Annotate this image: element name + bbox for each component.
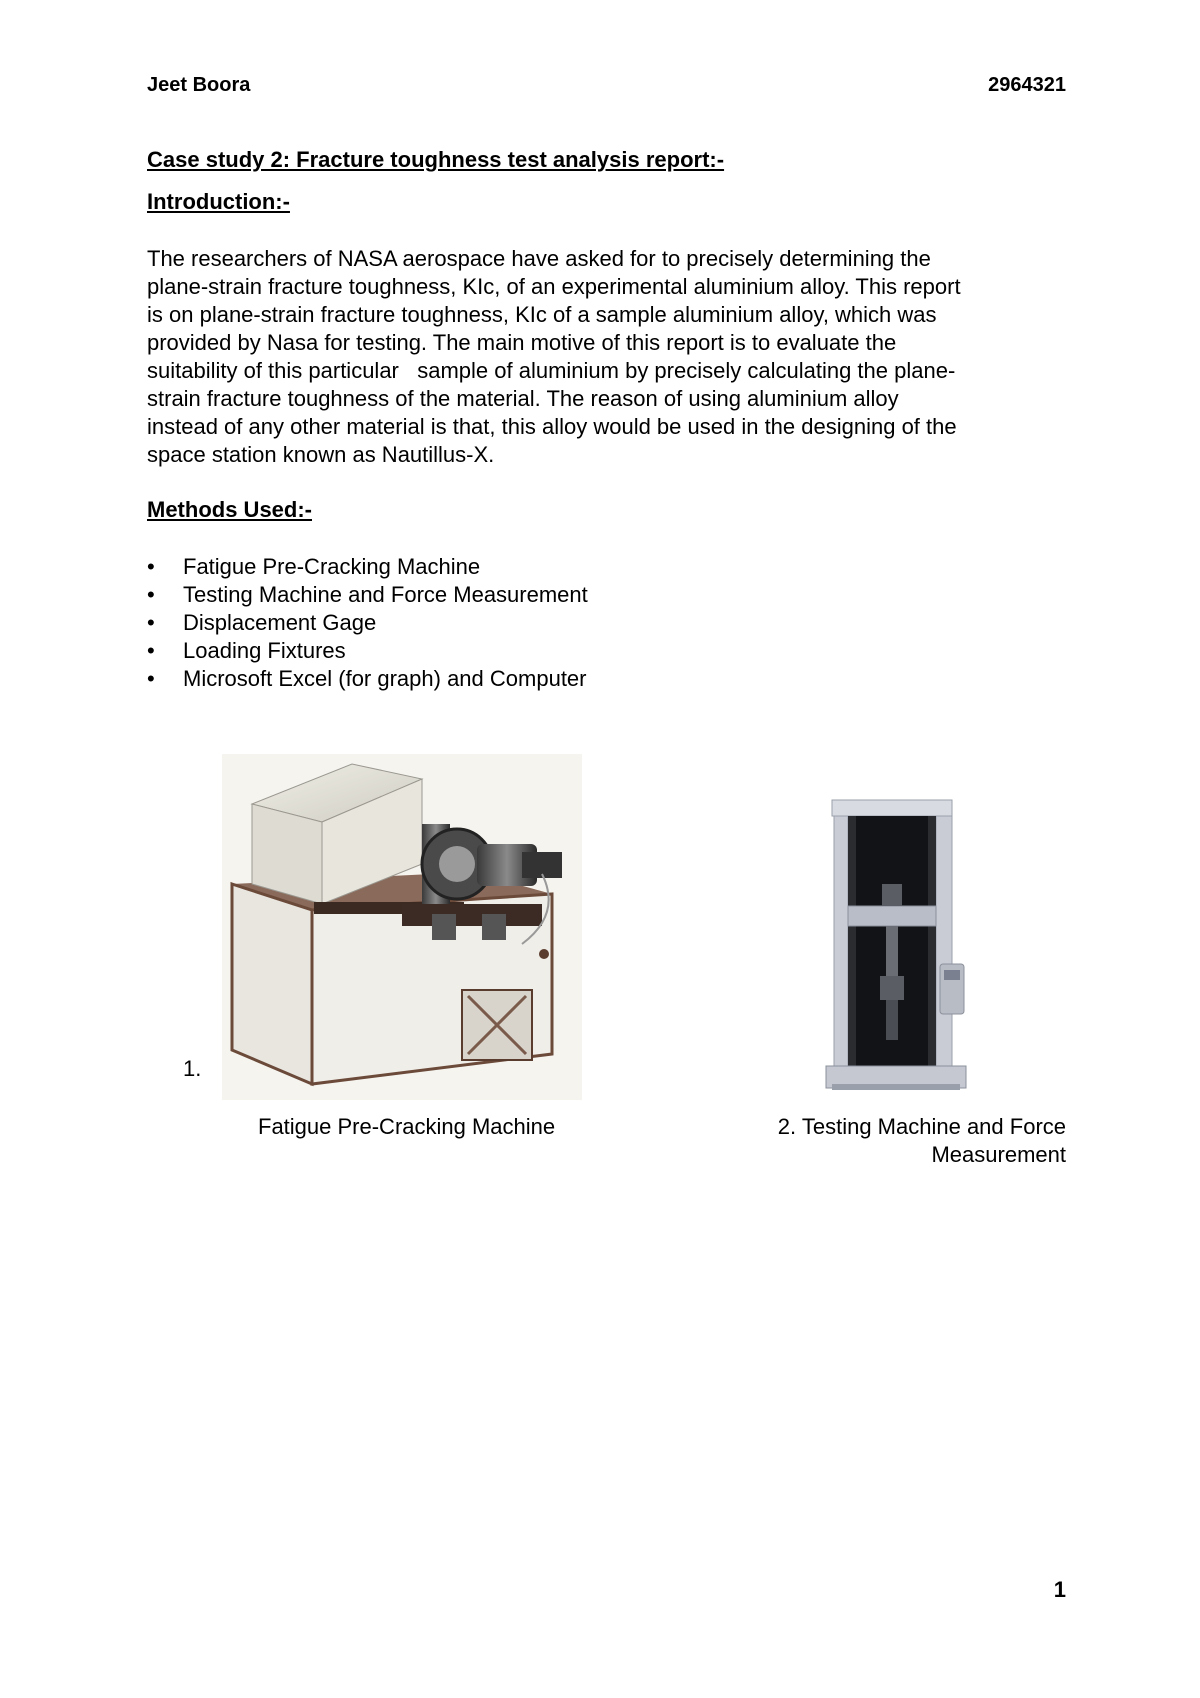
figure-2-caption-line: 2. Testing Machine and Force — [777, 1114, 1066, 1139]
list-item — [147, 553, 588, 581]
bullet-icon: • — [147, 666, 155, 691]
page-number: 1 — [1053, 1577, 1066, 1602]
bullet-icon: • — [147, 554, 155, 579]
intro-line: space station known as Nautillus-X. — [147, 442, 495, 467]
list-item-text: Testing Machine and Force Measurement — [183, 582, 588, 607]
intro-line: instead of any other material is that, this alloy would be used in the designing of the — [147, 414, 957, 439]
introduction-paragraph — [147, 245, 1067, 469]
bullet-icon: • — [147, 582, 155, 607]
intro-line: provided by Nasa for testing. The main motive of this report is to evaluate the — [147, 330, 897, 355]
list-item-text: Loading Fixtures — [183, 638, 346, 663]
list-item — [147, 609, 588, 637]
introduction-heading: Introduction:- — [147, 189, 290, 214]
figure-1-number: 1. — [183, 1056, 202, 1081]
author-name: Jeet Boora — [147, 74, 251, 96]
list-item — [147, 581, 588, 609]
methods-list — [147, 553, 588, 693]
testing-machine-image — [822, 794, 970, 1094]
fatigue-pre-cracking-machine-image — [222, 754, 582, 1100]
intro-line: suitability of this particular sample of aluminium by precisely calculating the plane- — [147, 358, 956, 383]
list-item — [147, 665, 588, 693]
intro-line: strain fracture toughness of the material. The reason of using aluminium alloy — [147, 386, 899, 411]
bullet-icon: • — [147, 638, 155, 663]
list-item-text: Microsoft Excel (for graph) and Computer — [183, 666, 587, 691]
intro-line: is on plane-strain fracture toughness, KIc of a sample aluminium alloy, which was — [147, 302, 937, 327]
student-id: 2964321 — [988, 74, 1066, 96]
figure-2-caption — [726, 1113, 1066, 1169]
intro-line: plane-strain fracture toughness, KIc, of an experimental aluminium alloy. This report — [147, 274, 961, 299]
list-item — [147, 637, 588, 665]
figure-2-caption-line: Measurement — [931, 1142, 1066, 1167]
figure-1-caption: Fatigue Pre-Cracking Machine — [258, 1114, 556, 1139]
list-item-text: Fatigue Pre-Cracking Machine — [183, 554, 481, 579]
methods-heading: Methods Used:- — [147, 497, 312, 522]
intro-line: The researchers of NASA aerospace have asked for to precisely determining the — [147, 246, 931, 271]
report-title: Case study 2: Fracture toughness test analysis report:- — [147, 147, 725, 172]
bullet-icon: • — [147, 610, 155, 635]
list-item-text: Displacement Gage — [183, 610, 377, 635]
